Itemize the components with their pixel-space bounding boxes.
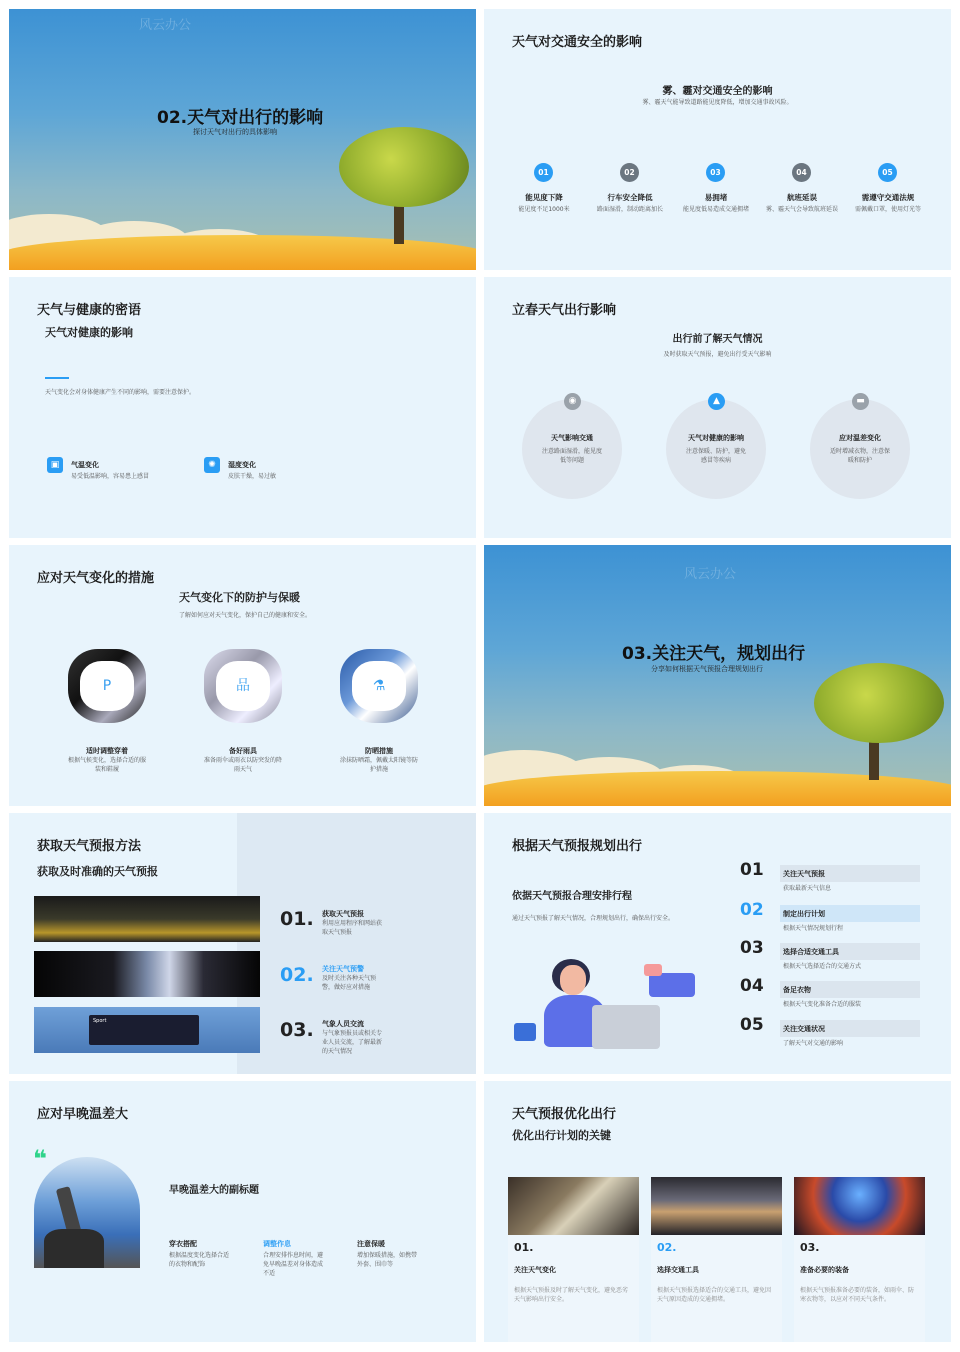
circle-desc: 注意保暖、防护，避免感冒等疾病 — [685, 448, 746, 464]
slide-temperature-difference — [9, 1081, 476, 1342]
item-label: 调整作息 — [263, 1240, 291, 1248]
measure-desc: 根据气候变化，选择合适的服装和鞋履 — [67, 757, 146, 773]
circle-desc: 注意路面湿滑，能见度低等问题 — [541, 448, 602, 464]
flask-icon: ⚗ — [352, 661, 406, 711]
card-label: 选择交通工具 — [657, 1266, 699, 1274]
step-number: 01 — [534, 163, 553, 182]
step-number: 05 — [878, 163, 897, 182]
location-icon: ◉ — [564, 393, 581, 410]
slide-title: 获取天气预报方法 — [37, 839, 142, 854]
slide-title: 立春天气出行影响 — [512, 303, 617, 318]
slide-heading: 依据天气预报合理安排行程 — [512, 891, 632, 902]
item-label: 获取天气预报 — [322, 910, 364, 918]
tree-crown — [339, 127, 469, 207]
step-desc: 雾、霾天气会导致航班延误 — [765, 206, 838, 213]
watermark: 风云办公 — [139, 18, 192, 33]
step-desc: 根据天气变化准备合适的服装 — [783, 1001, 862, 1008]
chat-bubble-illustration — [644, 964, 662, 976]
item-desc: 增加保暖措施，如携带外套、围巾等 — [357, 1252, 418, 1268]
mug-illustration — [514, 1023, 536, 1041]
slide-weather-health — [9, 277, 476, 538]
slide-plan-by-forecast — [484, 813, 951, 1074]
step-label: 能见度下降 — [525, 193, 563, 202]
tree-crown — [814, 663, 944, 743]
card-label: 准备必要的装备 — [800, 1266, 849, 1274]
document-icon: P — [80, 661, 134, 711]
card — [794, 1177, 925, 1342]
section-subtitle: 探讨天气对出行的具体影响 — [193, 128, 277, 136]
item-desc: 根据温度变化选择合适的衣物和配饰 — [169, 1252, 230, 1268]
step-number: 02 — [620, 163, 639, 182]
accent-line — [45, 377, 69, 379]
section-title: 02.天气对出行的影响 — [157, 108, 324, 128]
measure-label: 备好雨具 — [229, 747, 257, 755]
item-desc: 利用应用程序和网站获取天气预报 — [322, 920, 383, 936]
chat-bubble-illustration — [649, 973, 695, 997]
measure-image — [340, 649, 418, 723]
step-label: 航班延误 — [787, 193, 817, 202]
circle-label: 天气影响交通 — [551, 434, 593, 442]
step-number: 03 — [740, 938, 764, 958]
item-label: 注意保暖 — [357, 1240, 385, 1248]
slide-title: 应对天气变化的措施 — [37, 571, 155, 586]
slide-traffic-safety — [484, 9, 951, 270]
measure-desc: 涂抹防晒霜，佩戴太阳镜等防护措施 — [339, 757, 418, 773]
item-label: 穿衣搭配 — [169, 1240, 197, 1248]
settings-icon: ✺ — [204, 457, 220, 473]
step-number: 01 — [740, 860, 764, 880]
slide-heading: 早晚温差大的副标题 — [169, 1185, 259, 1196]
slide-subtitle: 获取及时准确的天气预报 — [37, 865, 158, 878]
measure-label: 防晒措施 — [365, 747, 393, 755]
watermark: 风云办公 — [684, 567, 737, 582]
studio-photo — [508, 1177, 639, 1235]
slide-heading: 天气变化下的防护与保暖 — [179, 591, 300, 604]
info-circle — [666, 396, 766, 499]
slide-title: 根据天气预报规划出行 — [512, 839, 643, 854]
slide-title: 天气与健康的密语 — [37, 303, 142, 318]
mixer-photo — [34, 896, 260, 942]
arm-illustration — [44, 1229, 104, 1268]
item-number: 01. — [280, 908, 314, 930]
card — [651, 1177, 782, 1342]
measure-label: 适时调整穿着 — [86, 747, 128, 755]
laptop-illustration — [592, 1005, 660, 1049]
slide-plan-travel-cover — [484, 545, 951, 806]
remote-photo — [34, 1157, 140, 1268]
slide-desc: 天气变化会对身体健康产生不同的影响，需要注意保护。 — [45, 389, 196, 396]
slide-get-forecast — [9, 813, 476, 1074]
item-label: 关注天气预警 — [322, 965, 364, 973]
step-label: 备足衣物 — [783, 986, 811, 994]
card — [508, 1177, 639, 1342]
face-illustration — [560, 965, 586, 995]
item-desc: 合理安排作息时间，避免早晚温差对身体造成不适 — [263, 1252, 324, 1277]
step-desc: 路面湿滑，制动距离加长 — [596, 206, 663, 213]
item-number: 03. — [280, 1019, 314, 1041]
step-label: 关注天气预报 — [783, 870, 825, 878]
info-circle — [810, 396, 910, 499]
step-label: 选择合适交通工具 — [783, 948, 839, 956]
item-desc: 与气象预报员或相关专业人员交流，了解最新的天气情况 — [322, 1030, 383, 1055]
slide-optimize-travel — [484, 1081, 951, 1342]
image-icon: ▲ — [708, 393, 725, 410]
section-subtitle: 分享如何根据天气预报合理规划出行 — [651, 665, 763, 673]
step-number: 03 — [706, 163, 725, 182]
slide-subtitle: 天气对健康的影响 — [45, 326, 133, 339]
org-chart-icon: 品 — [216, 661, 270, 711]
item-number: 02. — [280, 964, 314, 986]
card-number: 03. — [800, 1241, 820, 1254]
item-label: 湿度变化 — [228, 461, 256, 469]
circle-label: 天气对健康的影响 — [688, 434, 744, 442]
step-desc: 需佩戴口罩，使用灯光等 — [854, 206, 921, 213]
tv-label: Sport — [93, 1018, 107, 1024]
card-desc: 根据天气预报及时了解天气变化，避免恶劣天气影响出行安全。 — [514, 1287, 629, 1303]
step-desc: 能见度低易造成交通拥堵 — [682, 206, 749, 213]
slide-desc: 雾、霾天气能导致道路能见度降低，增加交通事故风险。 — [642, 99, 793, 106]
slide-title: 天气对交通安全的影响 — [512, 35, 643, 50]
slide-title: 天气预报优化出行 — [512, 1107, 617, 1122]
flower-field — [9, 235, 476, 270]
step-desc: 获取最新天气信息 — [783, 885, 832, 892]
card-desc: 根据天气预报选择适合的交通工具，避免因天气原因造成的交通拥堵。 — [657, 1287, 772, 1303]
slide-heading: 雾、霾对交通安全的影响 — [662, 86, 773, 97]
step-number: 04 — [740, 976, 764, 996]
item-label: 气温变化 — [71, 461, 99, 469]
circle-desc: 适时增减衣物，注意保暖和防护 — [829, 448, 890, 464]
measure-image — [204, 649, 282, 723]
screen-photo — [34, 951, 260, 997]
step-number: 02 — [740, 900, 764, 920]
card-label: 关注天气变化 — [514, 1266, 556, 1274]
circle-label: 应对温差变化 — [839, 434, 881, 442]
slide-spring-travel — [484, 277, 951, 538]
slide-desc: 及时获取天气预报，避免出行受天气影响 — [663, 351, 772, 358]
folder-icon: ▬ — [852, 393, 869, 410]
quote-icon: ❝ — [33, 1145, 48, 1173]
slide-heading: 出行前了解天气情况 — [672, 334, 763, 345]
slide-subtitle: 优化出行计划的关键 — [512, 1129, 611, 1142]
item-desc: 易受低温影响，容易患上感冒 — [71, 473, 150, 480]
step-label: 关注交通状况 — [783, 1025, 825, 1033]
step-desc: 能见度不足1000米 — [518, 206, 570, 213]
section-title: 03.关注天气，规划出行 — [622, 644, 806, 664]
step-number: 05 — [740, 1015, 764, 1035]
item-label: 气象人员交流 — [322, 1020, 364, 1028]
slide-weather-travel-cover — [9, 9, 476, 270]
slide-title: 应对早晚温差大 — [37, 1107, 129, 1122]
slide-weather-measures — [9, 545, 476, 806]
step-number: 04 — [792, 163, 811, 182]
measure-image — [68, 649, 146, 723]
item-desc: 皮肤干燥，易过敏 — [228, 473, 277, 480]
image-icon: ▣ — [47, 457, 63, 473]
slide-desc: 了解如何应对天气变化，保护自己的健康和安全。 — [179, 612, 312, 619]
step-label: 行车安全降低 — [607, 193, 653, 202]
step-label: 需遵守交通法规 — [861, 193, 915, 202]
card-number: 02. — [657, 1241, 677, 1254]
tv-photo — [34, 1007, 260, 1053]
flower-field — [484, 771, 951, 806]
step-label: 制定出行计划 — [783, 910, 825, 918]
card-desc: 根据天气预报准备必要的装备，如雨伞、防寒衣物等，以应对不同天气条件。 — [800, 1287, 915, 1303]
step-desc: 了解天气对交通的影响 — [783, 1040, 844, 1047]
tv-screen — [89, 1015, 199, 1045]
measure-desc: 准备雨伞或雨衣以防突发的降雨天气 — [203, 757, 282, 773]
info-circle — [522, 396, 622, 499]
desk-photo — [651, 1177, 782, 1235]
stage-photo — [794, 1177, 925, 1235]
step-label: 易拥堵 — [704, 193, 728, 202]
step-desc: 根据天气情况规划行程 — [783, 925, 844, 932]
step-desc: 根据天气选择适合的交通方式 — [783, 963, 862, 970]
item-desc: 及时关注各种天气预警，做好应对措施 — [322, 975, 377, 991]
card-number: 01. — [514, 1241, 534, 1254]
slide-desc: 通过天气预报了解天气情况，合理规划出行，确保出行安全。 — [512, 915, 675, 922]
